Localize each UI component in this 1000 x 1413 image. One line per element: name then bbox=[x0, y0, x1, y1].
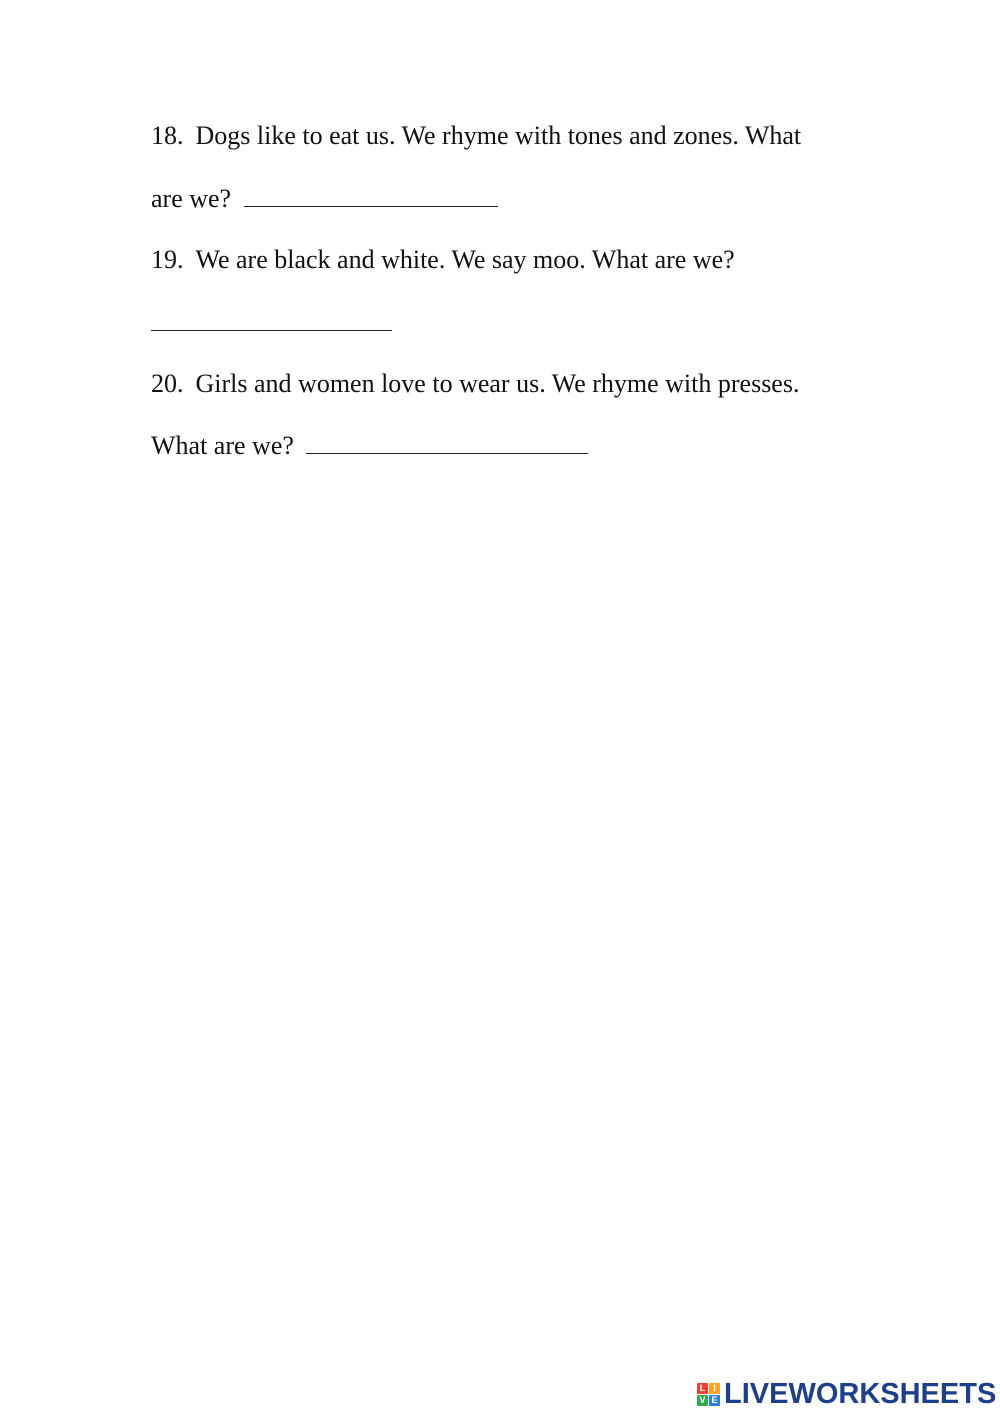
question-20-answer-input[interactable] bbox=[306, 435, 588, 461]
question-18-prompt: are we? bbox=[151, 184, 232, 213]
question-20-text: Girls and women love to wear us. We rhyme with presses. bbox=[195, 369, 800, 398]
logo-mark-letter-l: L bbox=[697, 1383, 708, 1394]
question-20-line-2 bbox=[151, 431, 588, 461]
question-18-text: Dogs like to eat us. We rhyme with tones and zones. What bbox=[195, 121, 802, 150]
question-19-answer-input[interactable] bbox=[151, 312, 392, 338]
liveworksheets-logo bbox=[697, 1376, 996, 1412]
logo-mark-letter-i: I bbox=[709, 1383, 720, 1394]
question-18-line-2 bbox=[151, 184, 498, 214]
question-19-text: We are black and white. We say moo. What are we? bbox=[195, 245, 735, 274]
logo-mark-icon bbox=[697, 1383, 720, 1406]
question-19-number: 19. bbox=[151, 245, 184, 274]
question-18-answer-input[interactable] bbox=[244, 188, 498, 214]
question-19-line-2 bbox=[151, 308, 392, 338]
question-18-number: 18. bbox=[151, 121, 184, 150]
question-20-line-1 bbox=[151, 369, 799, 399]
question-18-line-1 bbox=[151, 121, 801, 151]
logo-text: LIVEWORKSHEETS bbox=[724, 1377, 997, 1410]
question-19-answer-blank bbox=[151, 308, 392, 331]
question-20-prompt: What are we? bbox=[151, 431, 294, 460]
logo-mark-letter-v: V bbox=[697, 1395, 708, 1406]
question-20-answer-blank bbox=[306, 431, 588, 454]
logo-mark-letter-e: E bbox=[709, 1395, 720, 1406]
question-20-number: 20. bbox=[151, 369, 184, 398]
question-19-line-1 bbox=[151, 245, 735, 275]
question-18-answer-blank bbox=[244, 184, 498, 207]
